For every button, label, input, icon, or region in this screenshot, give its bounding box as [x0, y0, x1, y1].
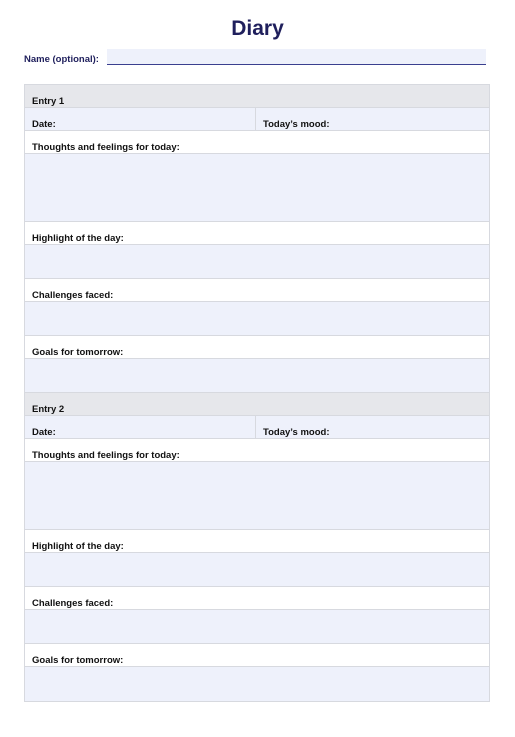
diary-table: [24, 84, 490, 702]
mood-label: Today’s mood:: [263, 119, 330, 130]
entry-1-date-field[interactable]: [25, 108, 256, 130]
date-label: Date:: [32, 427, 56, 438]
date-label: Date:: [32, 119, 56, 130]
entry-1-date-mood-row: [25, 108, 489, 131]
challenges-label: Challenges faced:: [32, 598, 114, 609]
entry-1-challenges-label-row: [25, 279, 489, 302]
goals-label: Goals for tomorrow:: [32, 347, 124, 358]
entry-2-challenges-label-row: [25, 587, 489, 610]
mood-label: Today’s mood:: [263, 427, 330, 438]
highlight-label: Highlight of the day:: [32, 233, 124, 244]
entry-2-title: Entry 2: [32, 404, 65, 415]
entry-1-goals-label-row: [25, 336, 489, 359]
entry-2-goals-label-row: [25, 644, 489, 667]
name-row: [24, 49, 486, 67]
entry-1-highlight-label-row: [25, 222, 489, 245]
entry-1-title: Entry 1: [32, 96, 65, 107]
entry-1-mood-field[interactable]: [256, 108, 489, 130]
entry-2-thoughts-field[interactable]: [25, 462, 489, 530]
name-label: Name (optional):: [24, 54, 99, 65]
page-title: Diary: [231, 17, 284, 40]
thoughts-label: Thoughts and feelings for today:: [32, 142, 180, 153]
challenges-label: Challenges faced:: [32, 290, 114, 301]
entry-2-highlight-field[interactable]: [25, 553, 489, 587]
highlight-label: Highlight of the day:: [32, 541, 124, 552]
entry-2-date-field[interactable]: [25, 416, 256, 438]
entry-1-heading: [25, 85, 489, 108]
goals-label: Goals for tomorrow:: [32, 655, 124, 666]
entry-1-highlight-field[interactable]: [25, 245, 489, 279]
entry-2-goals-field[interactable]: [25, 667, 489, 701]
thoughts-label: Thoughts and feelings for today:: [32, 450, 180, 461]
entry-1-thoughts-field[interactable]: [25, 154, 489, 222]
entry-1-challenges-field[interactable]: [25, 302, 489, 336]
entry-2-mood-field[interactable]: [256, 416, 489, 438]
entry-2-challenges-field[interactable]: [25, 610, 489, 644]
entry-2-date-mood-row: [25, 416, 489, 439]
entry-2-highlight-label-row: [25, 530, 489, 553]
entry-1-goals-field[interactable]: [25, 359, 489, 393]
entry-2-thoughts-label-row: [25, 439, 489, 462]
entry-1-thoughts-label-row: [25, 131, 489, 154]
name-field[interactable]: [107, 49, 486, 65]
entry-2-heading: [25, 393, 489, 416]
